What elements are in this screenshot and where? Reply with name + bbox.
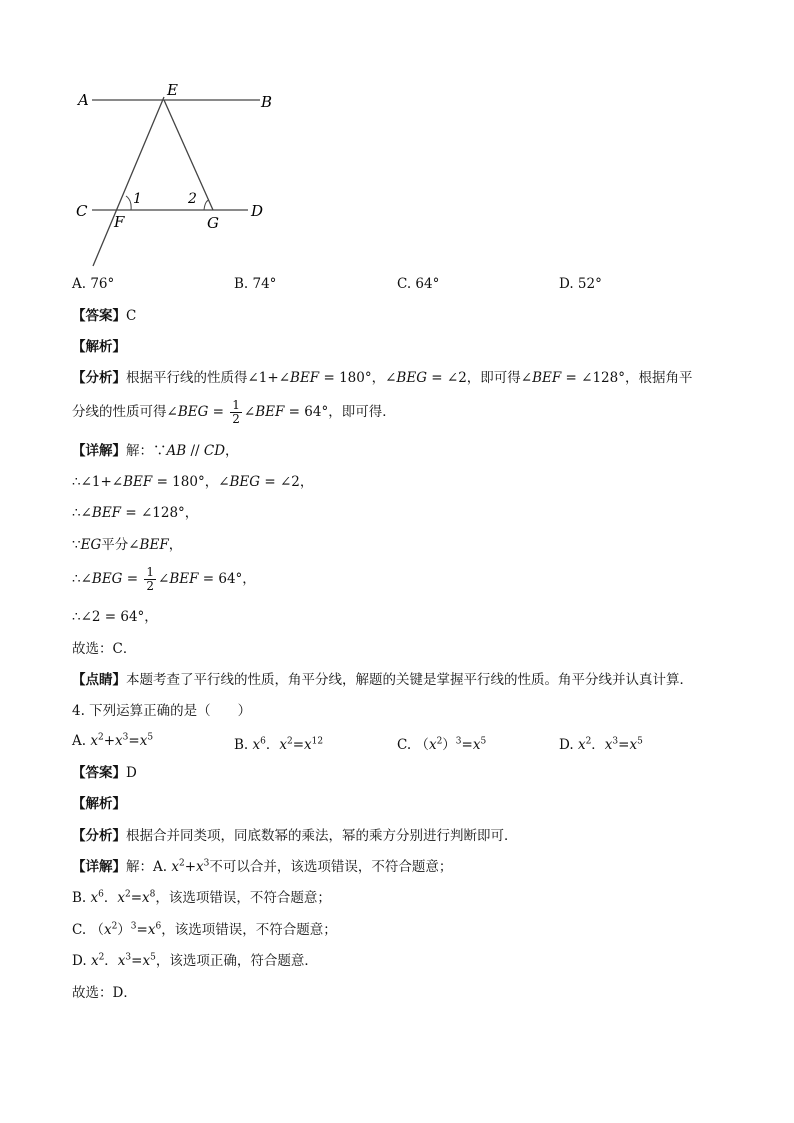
q3-option-d: D. 52° <box>559 276 602 292</box>
q4-detail-b: B. $x^6$．$x^2=x^8$，该选项错误，不符合题意； <box>72 889 331 906</box>
detail-tag: 【详解】 <box>72 859 126 875</box>
fenxi-tag: 【分析】 <box>72 828 126 844</box>
q3-comment: 【点睛】本题考查了平行线的性质，角平分线，解题的关键是掌握平行线的性质。角平分线并认真计算． <box>72 672 693 688</box>
q3-choose: 故选：C． <box>72 641 137 657</box>
label-b: B <box>261 93 273 111</box>
q4-option-a: A. $x^2+x^3=x^5$ <box>72 732 154 749</box>
label-f: F <box>114 213 125 231</box>
q3-fenxi-line-2: 分线的性质可得∠BEG = $\frac{1}{2}$ ∠BEF = 64°，即可得． <box>72 398 396 426</box>
label-1: 1 <box>133 191 142 207</box>
angle-2-arc <box>204 200 209 210</box>
label-a: A <box>78 91 89 109</box>
answer-tag: 【答案】 <box>72 765 126 781</box>
q3-option-a: A. 76° <box>72 276 115 292</box>
q4-stem: 4. 下列运算正确的是（ ） <box>72 703 252 719</box>
answer-value: C <box>126 308 137 324</box>
answer-value: D <box>126 765 137 781</box>
angle-1-arc <box>126 196 131 210</box>
parallel-lines-figure <box>70 70 300 270</box>
label-2: 2 <box>188 191 197 207</box>
q4-option-c: C. $(x^2)^3=x^5$ <box>397 736 487 753</box>
label-d: D <box>251 202 264 220</box>
q3-detail-line-1: 【详解】解：∵AB // CD， <box>72 443 239 459</box>
answer-tag: 【答案】 <box>72 308 126 324</box>
comment-tag: 【点睛】 <box>72 672 126 688</box>
fraction-half-2: $\frac{1}{2}$ <box>146 565 155 593</box>
q3-fenxi-line-1: 【分析】根据平行线的性质得∠1+∠BEF = 180°，∠BEG = ∠2，即可得∠BEF = ∠128°，根据角平 <box>72 370 693 386</box>
q3-answer <box>72 307 136 325</box>
fraction-half: $\frac{1}{2}$ <box>232 398 240 426</box>
q4-choose: 故选：D． <box>72 985 137 1001</box>
detail-tag: 【详解】 <box>72 443 126 459</box>
q3-detail-line-2: ∴∠1+∠BEF = 180°，∠BEG = ∠2， <box>72 474 314 490</box>
q3-detail-line-3: ∴∠BEF = ∠128°， <box>72 505 199 521</box>
q4-detail-a: 【详解】解：A. $x^2+x^3$不可以合并，该选项错误，不符合题意； <box>72 858 453 875</box>
q3-detail-line-6: ∴∠2 = 64°， <box>72 609 158 625</box>
q4-fenxi: 【分析】根据合并同类项，同底数幂的乘法，幂的乘方分别进行判断即可． <box>72 828 518 844</box>
q4-analysis-heading <box>72 795 126 813</box>
q4-option-b: B. $x^6$．$x^2=x^{12}$ <box>234 736 324 753</box>
label-g: G <box>207 214 219 232</box>
line-ef <box>93 97 164 266</box>
analysis-tag: 【解析】 <box>72 796 126 812</box>
q4-answer <box>72 764 137 782</box>
q4-detail-d: D. $x^2$．$x^3=x^5$，该选项正确，符合题意． <box>72 952 318 969</box>
label-e: E <box>167 81 178 99</box>
q3-detail-line-5: ∴∠BEG = $\frac{1}{2}$ ∠BEF = 64°， <box>72 565 256 593</box>
label-c: C <box>76 202 88 220</box>
q4-detail-c: C. $(x^2)^3=x^6$，该选项错误，不符合题意； <box>72 921 337 938</box>
q3-option-c: C. 64° <box>397 276 440 292</box>
fenxi-tag: 【分析】 <box>72 370 126 386</box>
q4-option-d: D. $x^2$．$x^3=x^5$ <box>559 736 643 753</box>
q3-detail-line-4: ∵EG平分∠BEF， <box>72 537 183 553</box>
q3-option-b: B. 74° <box>234 276 277 292</box>
q3-analysis-heading <box>72 338 126 356</box>
analysis-tag: 【解析】 <box>72 339 126 355</box>
